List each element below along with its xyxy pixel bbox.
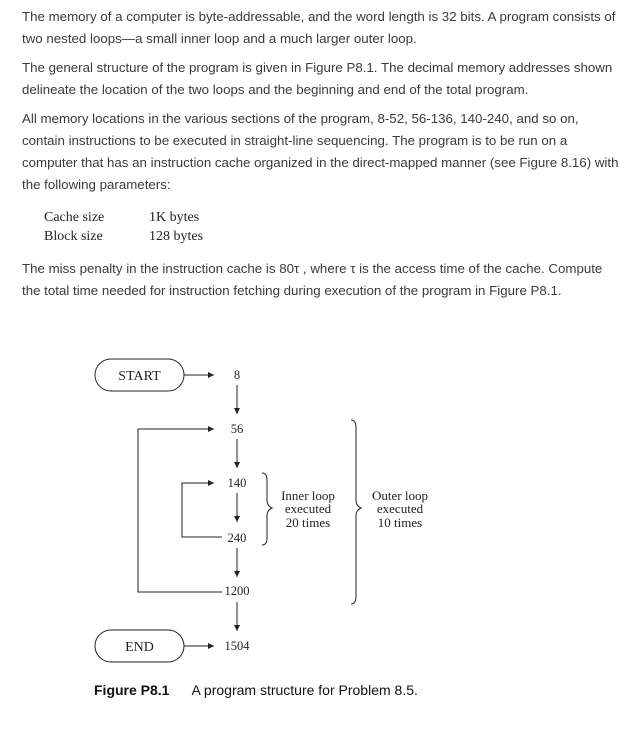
figure-caption-text: A program structure for Problem 8.5. [191,682,418,698]
figure-caption-label: Figure P8.1 [94,682,170,698]
param-value: 1K bytes [149,210,200,225]
outer-loop-brace [351,420,361,604]
inner-loop-back-arrow [182,483,222,537]
inner-loop-brace [262,473,272,545]
address-1504: 1504 [224,639,250,653]
end-label: END [125,640,154,655]
paragraph-intro: The memory of a computer is byte-addressable, and the word length is 32 bits. A program consists of two nested loops—a small inner loop and a much larger outer loop. [22,9,616,46]
inner-loop-label-1: Inner loop [281,488,335,503]
address-56: 56 [230,422,244,436]
address-240: 240 [227,531,247,545]
outer-loop-label-3: 10 times [377,515,423,530]
inner-loop-label-2: executed [284,501,332,516]
address-140: 140 [227,476,247,490]
start-label: START [118,369,161,384]
address-1200: 1200 [224,584,250,598]
paragraph-question: The miss penalty in the instruction cache is 80τ , where τ is the access time of the cache. Compute the total time needed for instruction fetching during execution of the program in Figure P8.1. [22,261,603,298]
address-8: 8 [233,368,241,382]
outer-loop-back-arrow [138,429,222,592]
inner-loop-label-3: 20 times [285,515,331,530]
paragraph-structure: The general structure of the program is given in Figure P8.1. The decimal memory addresses shown delineate the location of the two loops and the beginning and end of the total program. [22,60,613,97]
param-name: Cache size [44,210,105,225]
param-name: Block size [44,229,103,244]
figure-caption [94,682,418,700]
param-value: 128 bytes [149,229,204,244]
outer-loop-label-2: executed [376,501,424,516]
outer-loop-label-1: Outer loop [372,488,428,503]
paragraph-locations: All memory locations in the various sections of the program, 8-52, 56-136, 140-240, and so on, contain instructions to be executed in straight-line sequencing. The program is to be run on a computer that has an instruction cache organized in the direct-mapped manner (see Figure 8.16) with the following parameters: [22,111,619,192]
